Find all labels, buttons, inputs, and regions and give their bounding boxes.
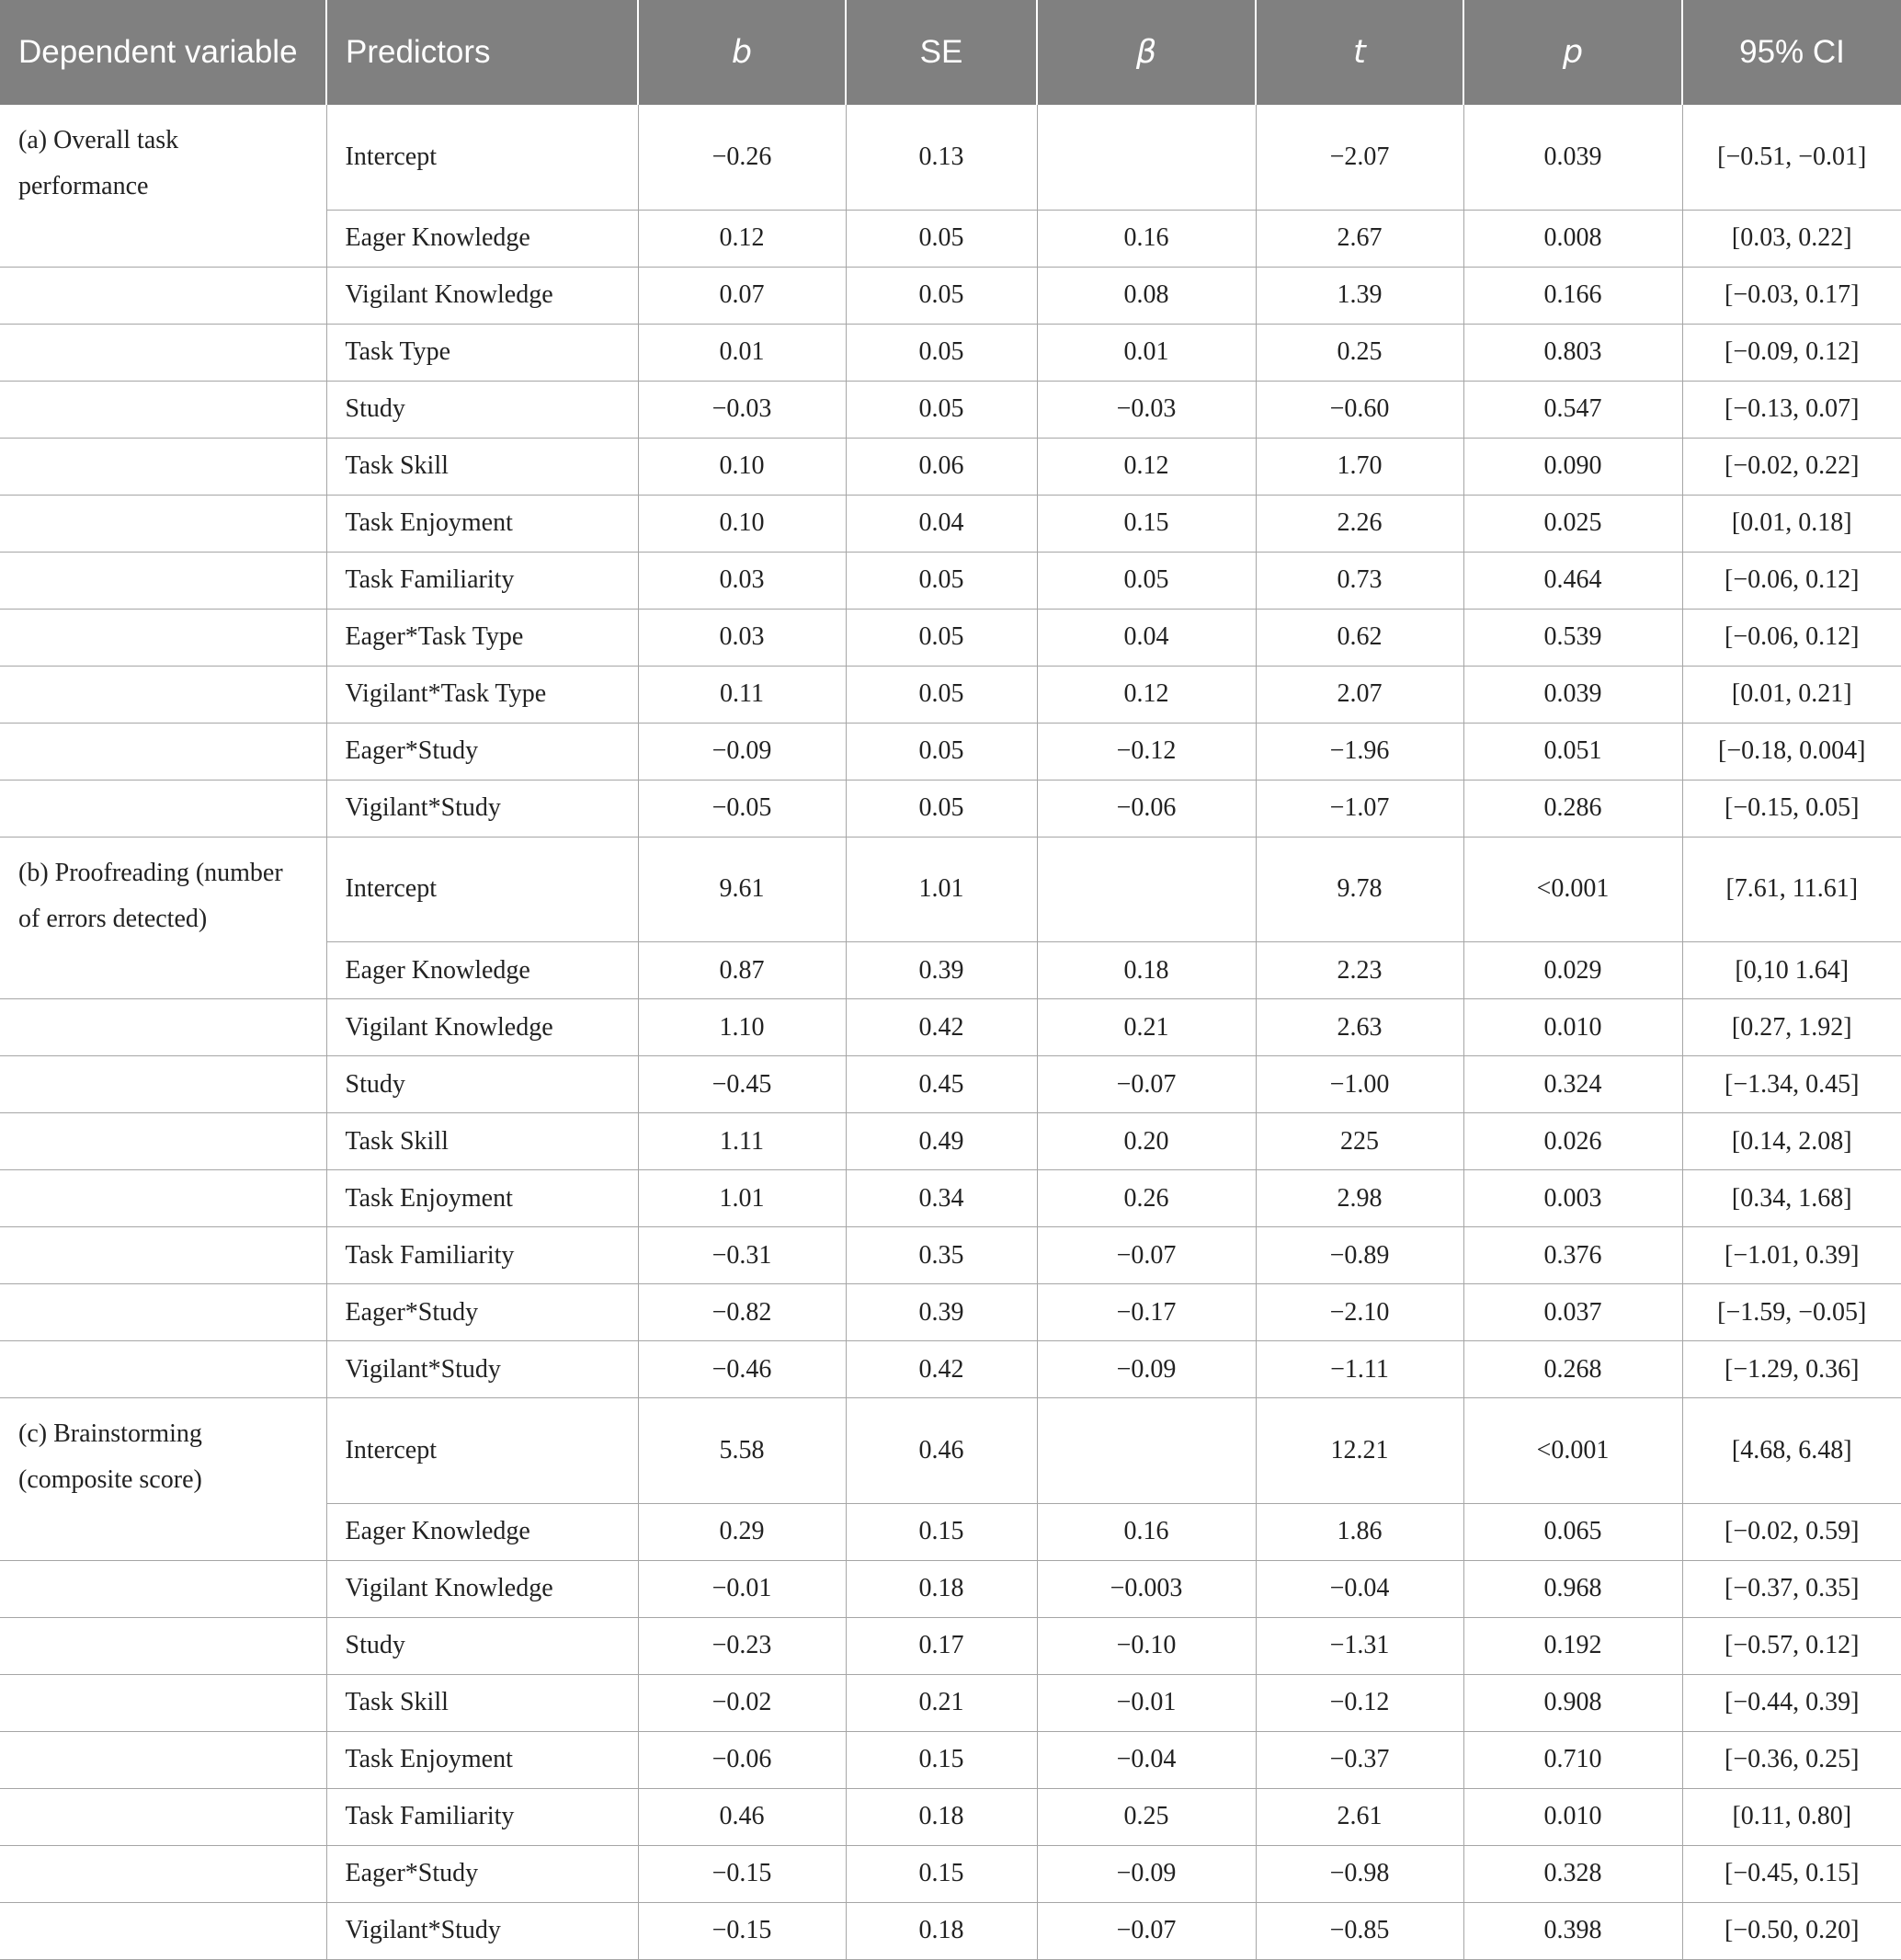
col-header-se: SE xyxy=(846,0,1037,105)
predictor-cell: Task Skill xyxy=(326,1674,638,1731)
predictor-cell: Eager Knowledge xyxy=(326,942,638,999)
dependent-variable-cell xyxy=(0,267,326,324)
dependent-variable-cell xyxy=(0,1845,326,1902)
ci-cell: [−1.34, 0.45] xyxy=(1682,1056,1901,1113)
predictor-cell: Eager Knowledge xyxy=(326,1503,638,1560)
table-header xyxy=(0,0,1901,105)
se-cell: 0.39 xyxy=(846,1284,1037,1341)
p-cell: 0.192 xyxy=(1463,1617,1682,1674)
p-cell: 0.010 xyxy=(1463,1788,1682,1845)
t-cell: 2.61 xyxy=(1256,1788,1463,1845)
ci-cell: [−0.02, 0.22] xyxy=(1682,438,1901,495)
b-cell: −0.05 xyxy=(638,780,846,837)
se-cell: 0.49 xyxy=(846,1113,1037,1170)
table-row xyxy=(0,666,1901,723)
b-cell: 0.03 xyxy=(638,609,846,666)
se-cell: 0.21 xyxy=(846,1674,1037,1731)
b-cell: −0.02 xyxy=(638,1674,846,1731)
dependent-variable-cell xyxy=(0,495,326,552)
col-header-p: p xyxy=(1463,0,1682,105)
se-cell: 0.18 xyxy=(846,1788,1037,1845)
beta-cell: −0.003 xyxy=(1037,1560,1256,1617)
table-row xyxy=(0,210,1901,267)
dependent-variable-cell xyxy=(0,1902,326,1959)
p-cell: 0.464 xyxy=(1463,552,1682,609)
se-cell: 0.15 xyxy=(846,1731,1037,1788)
t-cell: 2.63 xyxy=(1256,999,1463,1056)
predictor-cell: Task Enjoyment xyxy=(326,1731,638,1788)
beta-cell: 0.01 xyxy=(1037,324,1256,381)
se-cell: 0.42 xyxy=(846,1341,1037,1398)
beta-cell: −0.07 xyxy=(1037,1902,1256,1959)
beta-cell: 0.08 xyxy=(1037,267,1256,324)
header-row xyxy=(0,0,1901,105)
se-cell: 0.05 xyxy=(846,267,1037,324)
t-cell: −0.04 xyxy=(1256,1560,1463,1617)
b-cell: −0.01 xyxy=(638,1560,846,1617)
ci-cell: [−0.36, 0.25] xyxy=(1682,1731,1901,1788)
b-cell: −0.09 xyxy=(638,723,846,780)
dependent-variable-cell: (c) Brainstorming (composite score) xyxy=(0,1398,326,1504)
se-cell: 0.46 xyxy=(846,1398,1037,1504)
ci-cell: [0,10 1.64] xyxy=(1682,942,1901,999)
t-cell: 0.62 xyxy=(1256,609,1463,666)
dependent-variable-cell xyxy=(0,1617,326,1674)
table-row xyxy=(0,381,1901,438)
table-row xyxy=(0,1398,1901,1504)
b-cell: 0.07 xyxy=(638,267,846,324)
predictor-cell: Eager*Study xyxy=(326,1845,638,1902)
predictor-cell: Eager*Task Type xyxy=(326,609,638,666)
predictor-cell: Vigilant Knowledge xyxy=(326,1560,638,1617)
beta-cell: 0.04 xyxy=(1037,609,1256,666)
se-cell: 0.05 xyxy=(846,780,1037,837)
p-cell: 0.026 xyxy=(1463,1113,1682,1170)
t-cell: 1.86 xyxy=(1256,1503,1463,1560)
beta-cell: −0.01 xyxy=(1037,1674,1256,1731)
beta-cell: 0.16 xyxy=(1037,210,1256,267)
se-cell: 0.05 xyxy=(846,324,1037,381)
ci-cell: [0.27, 1.92] xyxy=(1682,999,1901,1056)
table-row xyxy=(0,105,1901,210)
se-cell: 1.01 xyxy=(846,837,1037,942)
dependent-variable-cell xyxy=(0,1113,326,1170)
se-cell: 0.05 xyxy=(846,723,1037,780)
predictor-cell: Task Type xyxy=(326,324,638,381)
dependent-variable-cell xyxy=(0,552,326,609)
col-header-t: t xyxy=(1256,0,1463,105)
p-cell: 0.328 xyxy=(1463,1845,1682,1902)
dependent-variable-cell xyxy=(0,1560,326,1617)
p-cell: 0.803 xyxy=(1463,324,1682,381)
p-cell: 0.968 xyxy=(1463,1560,1682,1617)
beta-cell: −0.09 xyxy=(1037,1341,1256,1398)
p-cell: <0.001 xyxy=(1463,1398,1682,1504)
beta-cell: 0.16 xyxy=(1037,1503,1256,1560)
col-header-b: b xyxy=(638,0,846,105)
table-row xyxy=(0,1674,1901,1731)
dependent-variable-cell xyxy=(0,666,326,723)
t-cell: −1.31 xyxy=(1256,1617,1463,1674)
p-cell: 0.039 xyxy=(1463,105,1682,210)
beta-cell: 0.21 xyxy=(1037,999,1256,1056)
ci-cell: [−0.18, 0.004] xyxy=(1682,723,1901,780)
b-cell: 1.11 xyxy=(638,1113,846,1170)
predictor-cell: Eager*Study xyxy=(326,723,638,780)
b-cell: 0.29 xyxy=(638,1503,846,1560)
se-cell: 0.15 xyxy=(846,1503,1037,1560)
beta-cell: 0.20 xyxy=(1037,1113,1256,1170)
ci-cell: [−0.03, 0.17] xyxy=(1682,267,1901,324)
t-cell: −0.85 xyxy=(1256,1902,1463,1959)
p-cell: 0.029 xyxy=(1463,942,1682,999)
predictor-cell: Task Skill xyxy=(326,438,638,495)
p-cell: 0.547 xyxy=(1463,381,1682,438)
b-cell: 0.10 xyxy=(638,495,846,552)
predictor-cell: Eager Knowledge xyxy=(326,210,638,267)
predictor-cell: Task Skill xyxy=(326,1113,638,1170)
t-cell: −1.00 xyxy=(1256,1056,1463,1113)
table-row xyxy=(0,1056,1901,1113)
p-cell: 0.065 xyxy=(1463,1503,1682,1560)
dependent-variable-cell xyxy=(0,1788,326,1845)
b-cell: 1.01 xyxy=(638,1170,846,1227)
table-body xyxy=(0,105,1901,1959)
p-cell: 0.010 xyxy=(1463,999,1682,1056)
se-cell: 0.06 xyxy=(846,438,1037,495)
ci-cell: [−0.57, 0.12] xyxy=(1682,1617,1901,1674)
beta-cell: 0.12 xyxy=(1037,438,1256,495)
ci-cell: [−0.51, −0.01] xyxy=(1682,105,1901,210)
table-row xyxy=(0,1227,1901,1284)
b-cell: 0.46 xyxy=(638,1788,846,1845)
beta-cell: 0.26 xyxy=(1037,1170,1256,1227)
table-row xyxy=(0,495,1901,552)
p-cell: 0.398 xyxy=(1463,1902,1682,1959)
b-cell: −0.45 xyxy=(638,1056,846,1113)
table-row xyxy=(0,1845,1901,1902)
t-cell: 0.25 xyxy=(1256,324,1463,381)
b-cell: −0.23 xyxy=(638,1617,846,1674)
ci-cell: [−0.09, 0.12] xyxy=(1682,324,1901,381)
ci-cell: [−0.06, 0.12] xyxy=(1682,609,1901,666)
se-cell: 0.18 xyxy=(846,1902,1037,1959)
dependent-variable-cell: (a) Overall task performance xyxy=(0,105,326,210)
beta-cell: −0.17 xyxy=(1037,1284,1256,1341)
p-cell: 0.025 xyxy=(1463,495,1682,552)
predictor-cell: Intercept xyxy=(326,105,638,210)
p-cell: 0.376 xyxy=(1463,1227,1682,1284)
t-cell: 1.39 xyxy=(1256,267,1463,324)
predictor-cell: Intercept xyxy=(326,1398,638,1504)
se-cell: 0.42 xyxy=(846,999,1037,1056)
se-cell: 0.04 xyxy=(846,495,1037,552)
table-row xyxy=(0,1170,1901,1227)
ci-cell: [−0.13, 0.07] xyxy=(1682,381,1901,438)
b-cell: −0.31 xyxy=(638,1227,846,1284)
beta-cell: −0.12 xyxy=(1037,723,1256,780)
col-header-ci: 95% CI xyxy=(1682,0,1901,105)
p-cell: 0.908 xyxy=(1463,1674,1682,1731)
table-row xyxy=(0,1341,1901,1398)
t-cell: −1.07 xyxy=(1256,780,1463,837)
p-cell: <0.001 xyxy=(1463,837,1682,942)
t-cell: −0.98 xyxy=(1256,1845,1463,1902)
table-row xyxy=(0,1902,1901,1959)
beta-cell: −0.03 xyxy=(1037,381,1256,438)
b-cell: 0.03 xyxy=(638,552,846,609)
p-cell: 0.268 xyxy=(1463,1341,1682,1398)
ci-cell: [−0.45, 0.15] xyxy=(1682,1845,1901,1902)
p-cell: 0.286 xyxy=(1463,780,1682,837)
se-cell: 0.45 xyxy=(846,1056,1037,1113)
se-cell: 0.05 xyxy=(846,666,1037,723)
t-cell: −2.07 xyxy=(1256,105,1463,210)
t-cell: 0.73 xyxy=(1256,552,1463,609)
b-cell: −0.03 xyxy=(638,381,846,438)
se-cell: 0.18 xyxy=(846,1560,1037,1617)
p-cell: 0.051 xyxy=(1463,723,1682,780)
t-cell: 2.98 xyxy=(1256,1170,1463,1227)
predictor-cell: Vigilant*Study xyxy=(326,1902,638,1959)
table-row xyxy=(0,1560,1901,1617)
table-row xyxy=(0,837,1901,942)
table-row xyxy=(0,1503,1901,1560)
ci-cell: [0.01, 0.21] xyxy=(1682,666,1901,723)
dependent-variable-cell xyxy=(0,1227,326,1284)
ci-cell: [4.68, 6.48] xyxy=(1682,1398,1901,1504)
beta-cell: −0.07 xyxy=(1037,1056,1256,1113)
ci-cell: [−0.06, 0.12] xyxy=(1682,552,1901,609)
dependent-variable-cell xyxy=(0,1284,326,1341)
b-cell: 0.12 xyxy=(638,210,846,267)
t-cell: 1.70 xyxy=(1256,438,1463,495)
dependent-variable-cell xyxy=(0,1503,326,1560)
t-cell: 2.26 xyxy=(1256,495,1463,552)
beta-cell xyxy=(1037,1398,1256,1504)
t-cell: −1.96 xyxy=(1256,723,1463,780)
table-row xyxy=(0,1284,1901,1341)
predictor-cell: Eager*Study xyxy=(326,1284,638,1341)
b-cell: 1.10 xyxy=(638,999,846,1056)
p-cell: 0.039 xyxy=(1463,666,1682,723)
predictor-cell: Vigilant*Study xyxy=(326,780,638,837)
se-cell: 0.13 xyxy=(846,105,1037,210)
ci-cell: [−1.59, −0.05] xyxy=(1682,1284,1901,1341)
t-cell: −0.37 xyxy=(1256,1731,1463,1788)
p-cell: 0.008 xyxy=(1463,210,1682,267)
b-cell: −0.26 xyxy=(638,105,846,210)
dependent-variable-cell xyxy=(0,1170,326,1227)
dependent-variable-cell xyxy=(0,1341,326,1398)
b-cell: 9.61 xyxy=(638,837,846,942)
ci-cell: [−0.15, 0.05] xyxy=(1682,780,1901,837)
t-cell: −0.89 xyxy=(1256,1227,1463,1284)
ci-cell: [0.34, 1.68] xyxy=(1682,1170,1901,1227)
se-cell: 0.39 xyxy=(846,942,1037,999)
table-row xyxy=(0,723,1901,780)
predictor-cell: Study xyxy=(326,1617,638,1674)
predictor-cell: Vigilant Knowledge xyxy=(326,267,638,324)
dependent-variable-cell xyxy=(0,324,326,381)
t-cell: −0.60 xyxy=(1256,381,1463,438)
table-row xyxy=(0,942,1901,999)
t-cell: 12.21 xyxy=(1256,1398,1463,1504)
ci-cell: [0.14, 2.08] xyxy=(1682,1113,1901,1170)
predictor-cell: Vigilant*Study xyxy=(326,1341,638,1398)
t-cell: 9.78 xyxy=(1256,837,1463,942)
table-row xyxy=(0,780,1901,837)
se-cell: 0.05 xyxy=(846,552,1037,609)
beta-cell: 0.15 xyxy=(1037,495,1256,552)
dependent-variable-cell xyxy=(0,210,326,267)
p-cell: 0.090 xyxy=(1463,438,1682,495)
predictor-cell: Task Familiarity xyxy=(326,1788,638,1845)
t-cell: −2.10 xyxy=(1256,1284,1463,1341)
beta-cell: −0.09 xyxy=(1037,1845,1256,1902)
beta-cell: 0.18 xyxy=(1037,942,1256,999)
beta-cell xyxy=(1037,105,1256,210)
table-row xyxy=(0,1788,1901,1845)
predictor-cell: Vigilant Knowledge xyxy=(326,999,638,1056)
ci-cell: [−0.37, 0.35] xyxy=(1682,1560,1901,1617)
b-cell: −0.15 xyxy=(638,1902,846,1959)
t-cell: 2.07 xyxy=(1256,666,1463,723)
beta-cell: −0.04 xyxy=(1037,1731,1256,1788)
ci-cell: [0.01, 0.18] xyxy=(1682,495,1901,552)
ci-cell: [−0.44, 0.39] xyxy=(1682,1674,1901,1731)
ci-cell: [7.61, 11.61] xyxy=(1682,837,1901,942)
table-row xyxy=(0,1731,1901,1788)
b-cell: −0.82 xyxy=(638,1284,846,1341)
t-cell: 2.23 xyxy=(1256,942,1463,999)
se-cell: 0.34 xyxy=(846,1170,1037,1227)
p-cell: 0.539 xyxy=(1463,609,1682,666)
col-header-dependent-variable: Dependent variable xyxy=(0,0,326,105)
predictor-cell: Study xyxy=(326,1056,638,1113)
predictor-cell: Vigilant*Task Type xyxy=(326,666,638,723)
beta-cell: −0.10 xyxy=(1037,1617,1256,1674)
se-cell: 0.05 xyxy=(846,210,1037,267)
b-cell: 0.87 xyxy=(638,942,846,999)
dependent-variable-cell xyxy=(0,609,326,666)
ci-cell: [−0.50, 0.20] xyxy=(1682,1902,1901,1959)
predictor-cell: Task Familiarity xyxy=(326,1227,638,1284)
b-cell: −0.06 xyxy=(638,1731,846,1788)
table-row xyxy=(0,1617,1901,1674)
b-cell: −0.46 xyxy=(638,1341,846,1398)
se-cell: 0.35 xyxy=(846,1227,1037,1284)
dependent-variable-cell xyxy=(0,381,326,438)
beta-cell xyxy=(1037,837,1256,942)
dependent-variable-cell xyxy=(0,438,326,495)
table-row xyxy=(0,324,1901,381)
dependent-variable-cell xyxy=(0,780,326,837)
predictor-cell: Study xyxy=(326,381,638,438)
dependent-variable-cell: (b) Proofreading (number of errors detected) xyxy=(0,837,326,942)
dependent-variable-cell xyxy=(0,1056,326,1113)
p-cell: 0.166 xyxy=(1463,267,1682,324)
ci-cell: [−1.29, 0.36] xyxy=(1682,1341,1901,1398)
predictor-cell: Intercept xyxy=(326,837,638,942)
b-cell: 0.10 xyxy=(638,438,846,495)
predictor-cell: Task Enjoyment xyxy=(326,1170,638,1227)
b-cell: 0.01 xyxy=(638,324,846,381)
p-cell: 0.037 xyxy=(1463,1284,1682,1341)
beta-cell: 0.12 xyxy=(1037,666,1256,723)
dependent-variable-cell xyxy=(0,942,326,999)
table-row xyxy=(0,999,1901,1056)
se-cell: 0.17 xyxy=(846,1617,1037,1674)
dependent-variable-cell xyxy=(0,1674,326,1731)
ci-cell: [0.11, 0.80] xyxy=(1682,1788,1901,1845)
ci-cell: [−1.01, 0.39] xyxy=(1682,1227,1901,1284)
beta-cell: 0.05 xyxy=(1037,552,1256,609)
b-cell: 0.11 xyxy=(638,666,846,723)
se-cell: 0.05 xyxy=(846,609,1037,666)
b-cell: −0.15 xyxy=(638,1845,846,1902)
table-row xyxy=(0,438,1901,495)
ci-cell: [−0.02, 0.59] xyxy=(1682,1503,1901,1560)
predictor-cell: Task Familiarity xyxy=(326,552,638,609)
table-row xyxy=(0,609,1901,666)
dependent-variable-cell xyxy=(0,999,326,1056)
b-cell: 5.58 xyxy=(638,1398,846,1504)
beta-cell: −0.07 xyxy=(1037,1227,1256,1284)
p-cell: 0.710 xyxy=(1463,1731,1682,1788)
col-header-predictors: Predictors xyxy=(326,0,638,105)
t-cell: −0.12 xyxy=(1256,1674,1463,1731)
table-row xyxy=(0,552,1901,609)
t-cell: −1.11 xyxy=(1256,1341,1463,1398)
p-cell: 0.003 xyxy=(1463,1170,1682,1227)
dependent-variable-cell xyxy=(0,1731,326,1788)
t-cell: 225 xyxy=(1256,1113,1463,1170)
predictor-cell: Task Enjoyment xyxy=(326,495,638,552)
table-row xyxy=(0,1113,1901,1170)
table-row xyxy=(0,267,1901,324)
p-cell: 0.324 xyxy=(1463,1056,1682,1113)
t-cell: 2.67 xyxy=(1256,210,1463,267)
se-cell: 0.15 xyxy=(846,1845,1037,1902)
col-header-beta: β xyxy=(1037,0,1256,105)
dependent-variable-cell xyxy=(0,723,326,780)
se-cell: 0.05 xyxy=(846,381,1037,438)
ci-cell: [0.03, 0.22] xyxy=(1682,210,1901,267)
beta-cell: −0.06 xyxy=(1037,780,1256,837)
beta-cell: 0.25 xyxy=(1037,1788,1256,1845)
